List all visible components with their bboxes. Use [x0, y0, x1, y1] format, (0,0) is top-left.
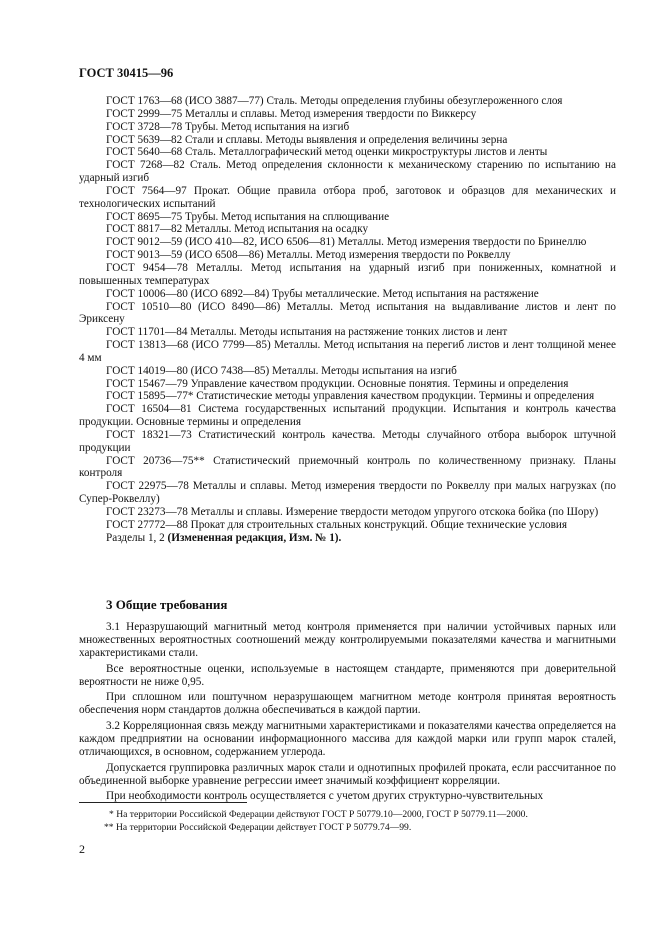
footnote-separator — [79, 802, 247, 803]
reference-item: ГОСТ 10510—80 (ИСО 8490—86) Металлы. Метод испытания на выдавливание листов и лент по Эриксену — [79, 300, 616, 326]
reference-item: ГОСТ 7268—82 Сталь. Метод определения склонности к механическому старению по испытанию на ударный изгиб — [79, 159, 616, 185]
paragraph: При сплошном или поштучном неразрушающем магнитном методе контроля принятая вероятность обеспечения норм стандартов должна обеспечиваться в каждой партии. — [79, 691, 616, 717]
normative-references-list — [79, 95, 616, 545]
reference-item: ГОСТ 2999—75 Металлы и сплавы. Метод измерения твердости по Виккерсу — [106, 107, 477, 120]
footnote: * На территории Российской Федерации действуют ГОСТ Р 50779.10—2000, ГОСТ Р 50779.11—2000. — [109, 809, 528, 820]
reference-item: ГОСТ 16504—81 Система государственных испытаний продукции. Испытания и контроль качества продукции. Основные термины и определения — [79, 403, 616, 429]
section-body — [79, 621, 616, 806]
reference-item: ГОСТ 5640—68 Сталь. Металлографический метод оценки микроструктуры листов и ленты — [106, 146, 548, 159]
reference-item: ГОСТ 9012—59 (ИСО 410—82, ИСО 6506—81) Металлы. Метод измерения твердости по Бринеллю — [106, 236, 587, 249]
section-title: 3 Общие требования — [106, 597, 228, 612]
reference-item: ГОСТ 22975—78 Металлы и сплавы. Метод измерения твердости по Роквеллу при малых нагрузках (по Супер-Роквеллу) — [79, 480, 616, 506]
paragraph: 3.2 Корреляционная связь между магнитными характеристиками и показателями качества определяется на каждом предприятии на основании информационного массива для каждой марки или групп марок сталей, отличающихся, в основном, содержанием углерода. — [79, 719, 616, 759]
reference-item: ГОСТ 9013—59 (ИСО 6508—86) Металлы. Метод измерения твердости по Роквеллу — [106, 249, 511, 262]
reference-item: ГОСТ 9454—78 Металлы. Метод испытания на ударный изгиб при пониженных, комнатной и повышенных температурах — [79, 261, 616, 287]
reference-item: ГОСТ 15895—77* Статистические методы управления качеством продукции. Термины и определения — [106, 390, 595, 403]
reference-item: ГОСТ 1763—68 (ИСО 3887—77) Сталь. Методы определения глубины обезуглероженного слоя — [106, 95, 563, 107]
reference-item: ГОСТ 3728—78 Трубы. Метод испытания на изгиб — [106, 120, 350, 133]
reference-item: ГОСТ 27772—88 Прокат для строительных стальных конструкций. Общие технические условия — [106, 518, 568, 531]
reference-item: ГОСТ 7564—97 Прокат. Общие правила отбора проб, заготовок и образцов для механических и технологических испытаний — [79, 184, 616, 210]
document-header: ГОСТ 30415—96 — [79, 66, 174, 80]
paragraph: Допускается группировка различных марок стали и однотипных профилей проката, если рассчитанное по объединенной выборке уравнение регрессии имеет значимый коэффициент корреляции. — [79, 761, 616, 787]
reference-item: ГОСТ 14019—80 (ИСО 7438—85) Металлы. Методы испытания на изгиб — [106, 364, 457, 377]
paragraph: Все вероятностные оценки, используемые в настоящем стандарте, применяются при доверительной вероятности не ниже 0,95. — [79, 662, 616, 688]
paragraph: При необходимости контроль осуществляется с учетом других структурно-чувствительных — [106, 790, 544, 803]
edition-note-prefix: Разделы 1, 2 — [106, 531, 168, 544]
reference-item: ГОСТ 20736—75** Статистический приемочный контроль по количественному признаку. Планы контроля — [79, 454, 616, 480]
footnotes — [79, 808, 616, 834]
reference-item: ГОСТ 5639—82 Стали и сплавы. Методы выявления и определения величины зерна — [106, 133, 508, 146]
page-number: 2 — [79, 842, 85, 856]
paragraph: 3.1 Неразрушающий магнитный метод контроля применяется при наличии устойчивых парных или множественных вероятностных соотношений между контролируемыми показателями качества и магнитными характеристиками стали. — [79, 621, 616, 660]
reference-item: ГОСТ 18321—73 Статистический контроль качества. Методы случайного отбора выборок штучной продукции — [79, 428, 616, 454]
reference-item: ГОСТ 8817—82 Металлы. Метод испытания на осадку — [106, 223, 369, 236]
reference-item: ГОСТ 15467—79 Управление качеством продукции. Основные понятия. Термины и определения — [106, 377, 569, 390]
reference-item: ГОСТ 10006—80 (ИСО 6892—84) Трубы металлические. Метод испытания на растяжение — [106, 287, 539, 300]
reference-item: ГОСТ 8695—75 Трубы. Метод испытания на сплющивание — [106, 210, 390, 223]
edition-note-change: (Измененная редакция, Изм. № 1). — [167, 531, 342, 544]
reference-item: ГОСТ 23273—78 Металлы и сплавы. Измерение твердости методом упругого отскока бойка (по Шору) — [106, 506, 599, 518]
footnote: ** На территории Российской Федерации действует ГОСТ Р 50779.74—99. — [104, 822, 412, 833]
reference-item: ГОСТ 13813—68 (ИСО 7799—85) Металлы. Метод испытания на перегиб листов и лент толщиной менее 4 мм — [79, 339, 616, 364]
reference-item: ГОСТ 11701—84 Металлы. Методы испытания на растяжение тонких листов и лент — [106, 326, 508, 339]
edition-note — [79, 532, 616, 545]
